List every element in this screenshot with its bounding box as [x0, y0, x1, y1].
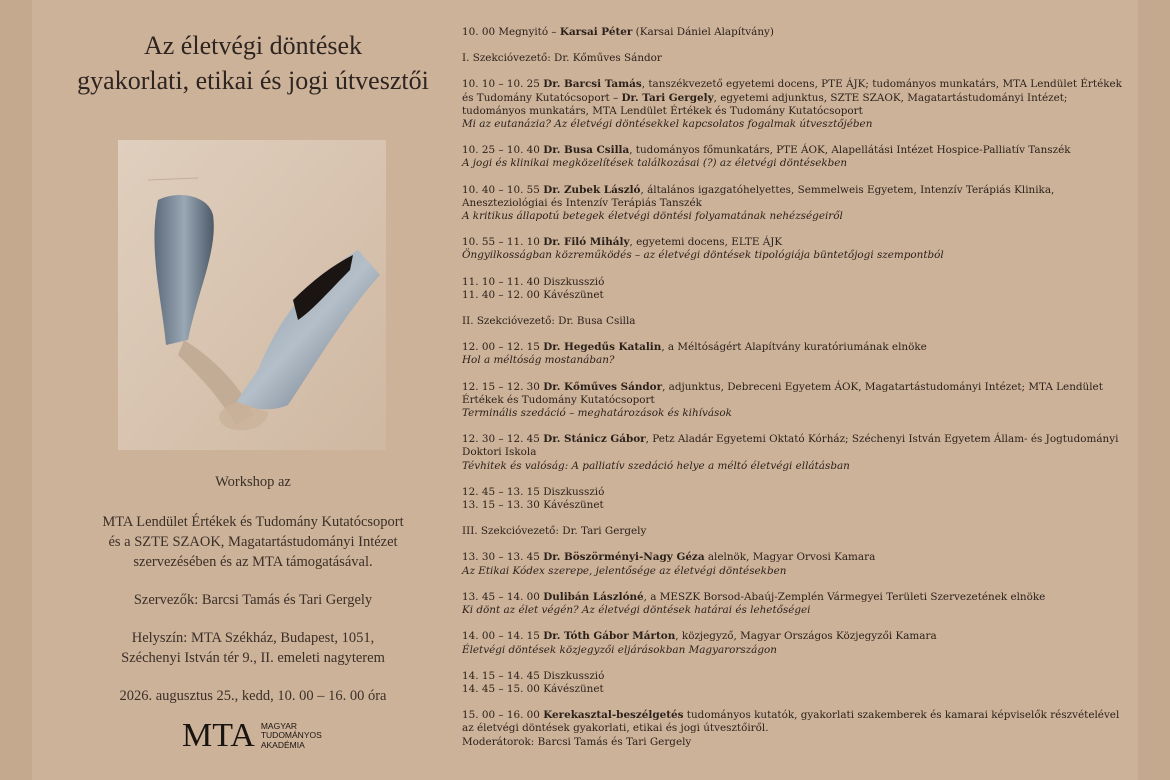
discussion: 11. 10 – 11. 40 Diszkusszió	[462, 275, 605, 288]
time: 13. 30 – 13. 45	[462, 551, 544, 564]
speaker-name: Dr. Filó Mihály	[543, 236, 630, 249]
speaker-name: Dr. Tari Gergely	[621, 91, 714, 104]
talk-3	[462, 184, 1122, 224]
time: 10. 00 Megnyitó –	[462, 26, 560, 38]
talk-title: Hol a méltóság mostanában?	[462, 354, 615, 367]
speaker-name: Karsai Péter	[559, 26, 633, 38]
organizing-institutions	[32, 512, 474, 572]
venue	[32, 628, 474, 668]
time: 14. 00 – 14. 15	[462, 630, 544, 643]
org-line-3: szervezésében és az MTA támogatásával.	[133, 554, 373, 570]
logo-line-1: MAGYAR	[260, 720, 298, 731]
talk-7	[462, 433, 1122, 473]
section-1-chair: I. Szekcióvezető: Dr. Kőműves Sándor	[462, 52, 662, 65]
time: 12. 15 – 12. 30	[462, 380, 544, 393]
talk-10	[462, 630, 1122, 656]
talk-1	[462, 78, 1122, 131]
time: 10. 10 – 10. 25	[462, 78, 544, 91]
speaker-affiliation: , tanszékvezető egyetemi docens, PTE ÁJK; tudományos munkatárs, MTA Lendület Értékek és Tudomány Kutatócsoport –	[462, 78, 1122, 104]
time: 12. 30 – 12. 45	[462, 433, 544, 446]
speaker-affiliation: , Petz Aladár Egyetemi Oktató Kórház; Széchenyi István Egyetem Állam- és Jogtudományi Doktori Iskola	[462, 433, 1119, 459]
program-column	[462, 26, 1122, 749]
talk-9	[462, 591, 1122, 617]
talk-title: A jogi és klinikai megközelítések találkozásai (?) az életvégi döntésekben	[462, 157, 848, 170]
speaker-name: Dr. Zubek László	[543, 183, 641, 196]
time: 12. 00 – 12. 15	[462, 341, 544, 354]
artwork-image	[118, 140, 386, 450]
speaker-name: Dr. Busa Csilla	[543, 144, 630, 157]
roundtable-description: tudományos kutatók, gyakorlati szakemberek és kamarai képviselők részvételével az életvégi döntések gyakorlati, etikai és jogi útvesztőiről.	[462, 709, 1120, 735]
poster-title	[32, 28, 474, 98]
speaker-affiliation: , a Méltóságért Alapítvány kuratóriumának elnöke	[661, 341, 927, 354]
section-2-chair: II. Szekcióvezető: Dr. Busa Csilla	[462, 315, 636, 328]
talk-title: A kritikus állapotú betegek életvégi döntési folyamatának nehézségeiről	[462, 210, 843, 223]
speaker-name: Dr. Barcsi Tamás	[543, 78, 642, 91]
talk-6	[462, 381, 1122, 421]
coffee-break: 14. 45 – 15. 00 Kávészünet	[462, 682, 604, 695]
talk-5	[462, 341, 1122, 367]
logo-text	[261, 722, 322, 751]
org-line-2: és a SZTE SZAOK, Magatartástudományi Intézet	[108, 534, 398, 550]
talk-4	[462, 236, 1122, 262]
discussion: 12. 45 – 13. 15 Diszkusszió	[462, 485, 605, 498]
mta-logo	[182, 716, 342, 756]
talk-8	[462, 551, 1122, 577]
discussion: 14. 15 – 14. 45 Diszkusszió	[462, 669, 605, 682]
time: 10. 55 – 11. 10	[462, 236, 544, 249]
time: 10. 25 – 10. 40	[462, 144, 544, 157]
talk-title: Tévhitek és valóság: A palliatív szedáció helye a méltó életvégi ellátásban	[462, 459, 850, 472]
talk-title: Mi az eutanázia? Az életvégi döntésekkel kapcsolatos fogalmak útvesztőjében	[462, 118, 873, 131]
talk-title: Öngyilkosságban közreműködés – az életvégi döntések tipológiája büntetőjogi szempontból	[462, 249, 944, 262]
time: 15. 00 – 16. 00	[462, 709, 544, 722]
speaker-affiliation: , egyetemi docens, ELTE ÁJK	[629, 236, 783, 249]
speaker-affiliation: alelnök, Magyar Orvosi Kamara	[704, 551, 876, 564]
organizers: Szervezők: Barcsi Tamás és Tari Gergely	[133, 592, 373, 608]
logo-line-2: TUDOMÁNYOS	[260, 730, 322, 741]
venue-line-1: Helyszín: MTA Székház, Budapest, 1051,	[131, 630, 375, 646]
speaker-name: Dr. Böszörményi-Nagy Géza	[543, 551, 705, 564]
title-line-2: gyakorlati, etikai és jogi útvesztői	[77, 66, 429, 95]
workshop-label: Workshop az	[215, 474, 291, 490]
roundtable-title: Kerekasztal-beszélgetés	[543, 709, 684, 722]
coffee-break: 13. 15 – 13. 30 Kávészünet	[462, 499, 604, 512]
time: 10. 40 – 10. 55	[462, 183, 544, 196]
break-3	[462, 670, 1122, 696]
speaker-name: Dr. Hegedűs Katalin	[543, 341, 662, 354]
speaker-affiliation: , adjunktus, Debreceni Egyetem ÁOK, Magatartástudományi Intézet; MTA Lendület Értékek és Tudomány Kutatócsoport	[462, 380, 1103, 406]
speaker-affiliation: , a MESZK Borsod-Abaúj-Zemplén Vármegyei Területi Szervezetének elnöke	[643, 590, 1046, 603]
opening	[462, 26, 1122, 39]
time: 13. 45 – 14. 00	[462, 590, 544, 603]
poster	[32, 0, 1138, 780]
event-date: 2026. augusztus 25., kedd, 10. 00 – 16. 00 óra	[119, 688, 387, 704]
org-line-1: MTA Lendület Értékek és Tudomány Kutatócsoport	[102, 514, 404, 530]
speaker-affiliation: , általános igazgatóhelyettes, Semmelweis Egyetem, Intenzív Terápiás Klinika, Aneszteziológiai és Intenzív Terápiás Tanszék	[462, 183, 1055, 209]
break-2	[462, 486, 1122, 512]
roundtable	[462, 709, 1122, 749]
talk-title: Az Etikai Kódex szerepe, jelentősége az életvégi döntésekben	[462, 564, 787, 577]
talk-2	[462, 144, 1122, 170]
speaker-affiliation: , tudományos főmunkatárs, PTE ÁOK, Alapellátási Intézet Hospice-Palliatív Tanszék	[629, 144, 1071, 157]
speaker-name: Dr. Kőműves Sándor	[543, 380, 663, 393]
title-line-1: Az életvégi döntések	[143, 31, 363, 60]
left-column	[32, 0, 474, 780]
speaker-name: Dr. Stánicz Gábor	[543, 433, 646, 446]
logo-line-3: AKADÉMIA	[260, 739, 305, 750]
speaker-name: Dr. Tóth Gábor Márton	[543, 630, 676, 643]
speaker-affiliation: , közjegyző, Magyar Országos Közjegyzői Kamara	[675, 630, 937, 643]
section-3-chair: III. Szekcióvezető: Dr. Tari Gergely	[462, 525, 647, 538]
speaker-name: Dulibán Lászlóné	[543, 590, 644, 603]
talk-title: Ki dönt az élet végén? Az életvégi döntések határai és lehetőségei	[462, 604, 811, 617]
coffee-break: 11. 40 – 12. 00 Kávészünet	[462, 288, 604, 301]
logo-mark: MTA	[182, 717, 255, 754]
venue-line-2: Széchenyi István tér 9., II. emeleti nagyterem	[121, 650, 385, 666]
speaker-affiliation: (Karsai Dániel Alapítvány)	[632, 26, 774, 38]
moderators: Moderátorok: Barcsi Tamás és Tari Gergely	[462, 735, 692, 748]
talk-title: Terminális szedáció – meghatározások és kihívások	[462, 407, 732, 420]
break-1	[462, 276, 1122, 302]
talk-title: Életvégi döntések közjegyzői eljárásokban Magyarországon	[462, 643, 777, 656]
speaker-affiliation: , egyetemi adjunktus, SZTE SZAOK, Magatartástudományi Intézet; tudományos munkatárs, MTA Lendület Értékek és Tudomány Kutatócsoport	[462, 91, 1068, 117]
